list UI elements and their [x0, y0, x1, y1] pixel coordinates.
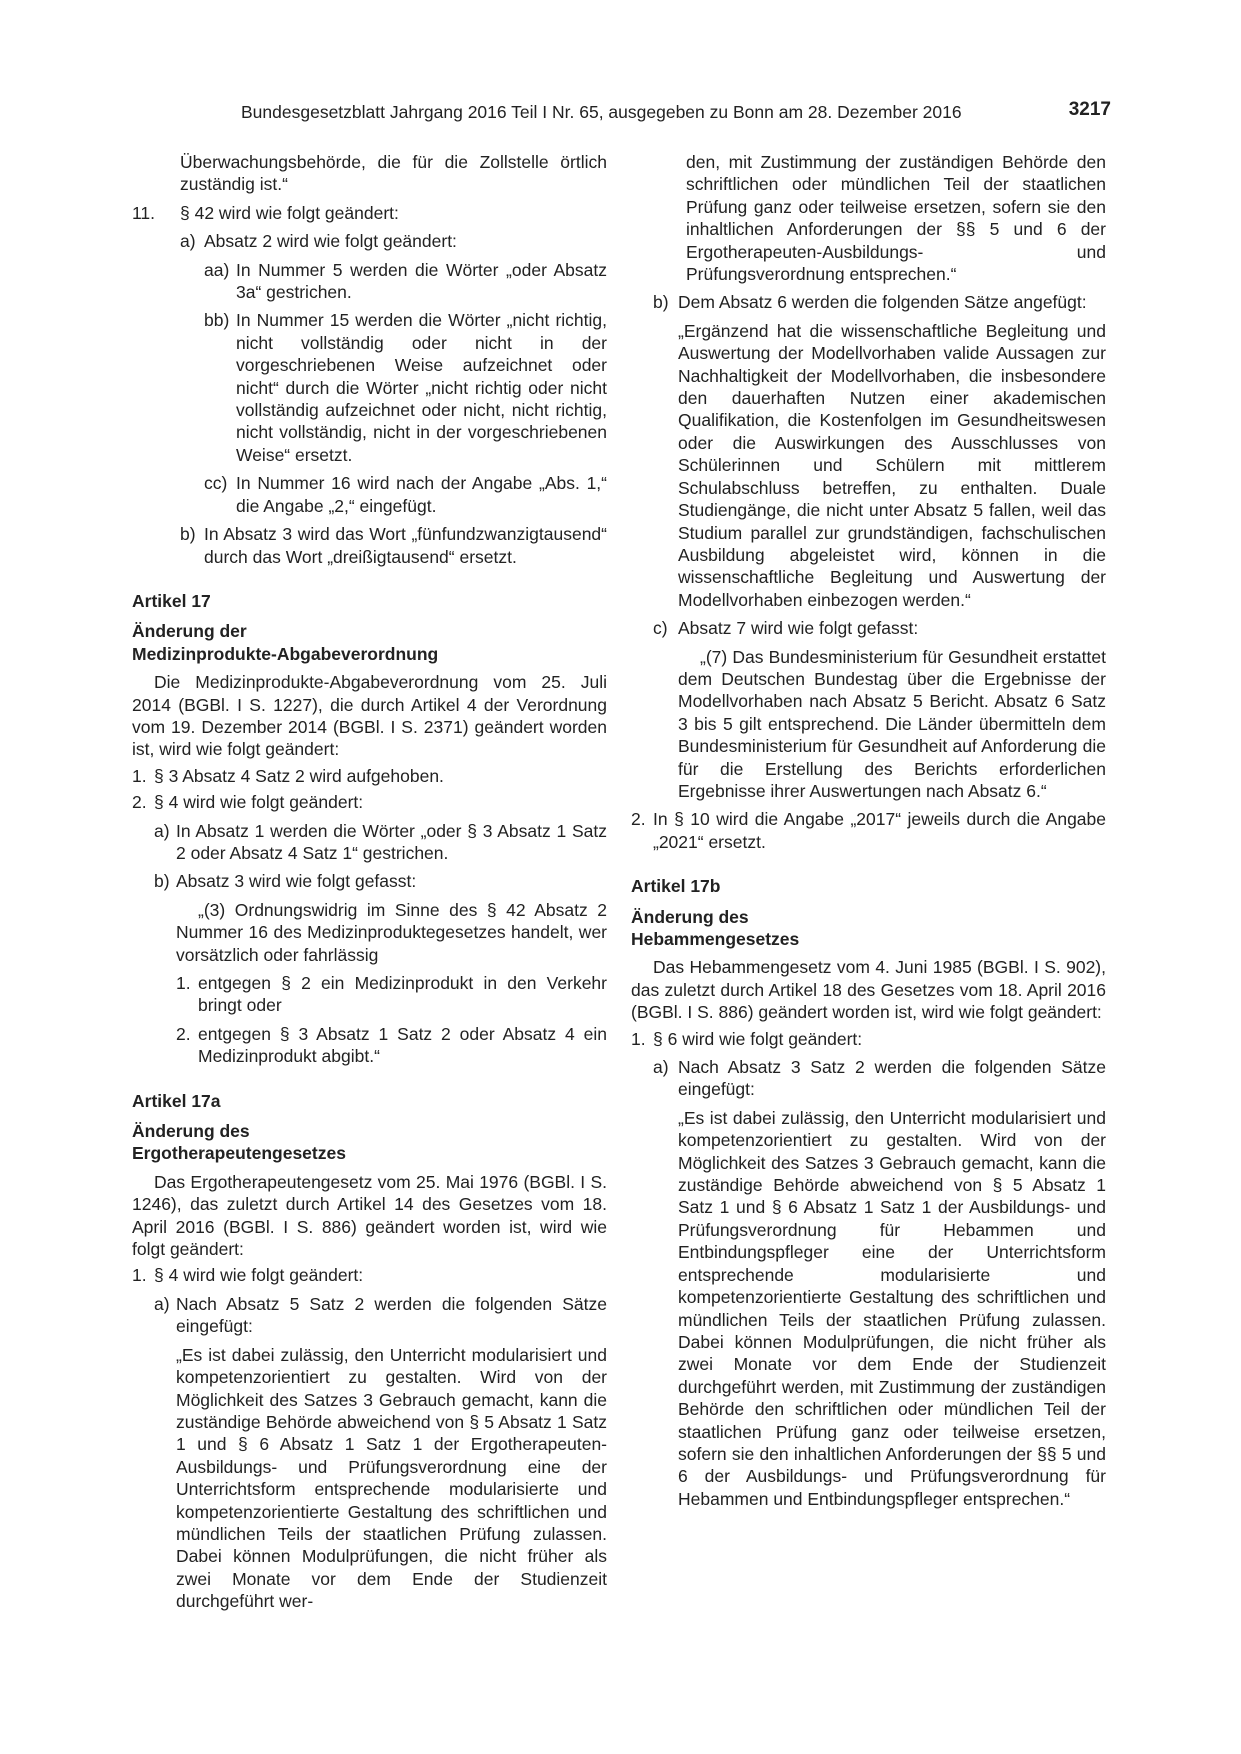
item-text: In Absatz 3 wird das Wort „fünfundzwanzigtausend“ durch das Wort „dreißigtausend“ ersetzt.: [204, 524, 607, 567]
item-b: [653, 291, 1106, 313]
item-text: In § 10 wird die Angabe „2017“ jeweils durch die Angabe „2021“ ersetzt.: [653, 809, 1106, 852]
right-column: [631, 151, 1106, 1510]
item-label: 11.: [132, 202, 156, 223]
item-label: a): [154, 1293, 170, 1314]
art17-item-2b: [154, 870, 607, 892]
article-17-title: Artikel 17: [132, 590, 211, 611]
article-17-intro: Die Medizinprodukte-Abgabeverordnung vom 25. Juli 2014 (BGBl. I S. 1227), die durch Artikel 4 der Verordnung vom 19. Dezember 2014 (BGBl. I S. 2371) geändert worden ist, wird wie folgt geändert:: [132, 672, 607, 760]
item-label: a): [154, 820, 170, 841]
list-item-11: [132, 202, 607, 224]
art17b-quote: „Es ist dabei zulässig, den Unterricht modularisiert und kompetenzorientiert zu gestalten. Wird von der Möglichkeit des Satzes 3 Gebrauch gemacht, kann die zuständige Behörde abweichend von § 5 Absatz 1 Satz 1 und § 6 Absatz 1 Satz 1 der Ausbildungs- und Prüfungsverordnung für Hebammen und Entbindungspfleger eine der Unterrichtsform entsprechende modularisierte und kompetenzorientierte Gestaltung des schriftlichen und mündlichen Teils der staatlichen Prüfung zulassen. Dabei können Modulprüfungen, die nicht früher als zwei Monate vor dem Ende der Studienzeit durchgeführt werden, mit Zustimmung der zuständigen Behörde den schriftlichen oder mündlichen Teil der staatlichen Prüfung ganz oder teilweise ersetzen, sofern sie den inhaltlichen Anforderungen der §§ 5 und 6 der Ausbildungs- und Prüfungsverordnung für Hebammen und Entbindungspfleger entsprechen.“: [678, 1107, 1106, 1509]
item-text: Absatz 7 wird wie folgt gefasst:: [678, 618, 919, 639]
art17a-item-1a: [154, 1293, 607, 1338]
art17-quote: „(3) Ordnungswidrig im Sinne des § 42 Absatz 2 Nummer 16 des Medizinproduktegesetzes handelt, wer vorsätzlich oder fahrlässig: [176, 899, 607, 965]
item-label: b): [154, 871, 170, 892]
item-label: 2.: [132, 792, 147, 813]
article-17b-subtitle-2: Hebammengesetzes: [631, 929, 800, 949]
item-label: bb): [204, 310, 230, 331]
item-text: entgegen § 3 Absatz 1 Satz 2 oder Absatz 4 ein Medizinprodukt abgibt.“: [198, 1023, 607, 1067]
item-text: Absatz 3 wird wie folgt gefasst:: [176, 871, 417, 892]
item-text: In Nummer 5 werden die Wörter „oder Absatz 3a“ gestrichen.: [236, 259, 607, 303]
item-text: In Nummer 16 wird nach der Angabe „Abs. 1,“ die Angabe „2,“ eingefügt.: [236, 473, 607, 516]
art17b-item-1a: [653, 1056, 1106, 1101]
item-label: a): [180, 231, 196, 252]
item-label: c): [653, 618, 668, 639]
list-item-11a: [180, 230, 607, 252]
art17b-item-1: [631, 1028, 1106, 1050]
art17-item-2: [132, 791, 607, 813]
item-c: [653, 617, 1106, 639]
article-17a-title: Artikel 17a: [132, 1090, 221, 1111]
item-2: [631, 808, 1106, 853]
continued-text: den, mit Zustimmung der zuständigen Behörde den schriftlichen oder mündlichen Teil der staatlichen Prüfung ganz oder teilweise ersetzen, sofern sie den inhaltlichen Anforderungen der §§ 5 und 6 der Ergotherapeuten-Ausbildungs- und Prüfungsverordnung entsprechen.“: [686, 152, 1106, 285]
item-text: Absatz 2 wird wie folgt geändert:: [204, 231, 457, 252]
item-text: § 3 Absatz 4 Satz 2 wird aufgehoben.: [154, 765, 444, 786]
item-text: In Nummer 15 werden die Wörter „nicht richtig, nicht vollständig oder nicht in der vorgeschriebenen Weise aufzeichnet oder nicht“ durch die Wörter „nicht richtig oder nicht vollständig aufzeichnet oder nicht, nicht richtig, nicht vollständig, nicht in der vorgeschriebenen Weise“ ersetzt.: [236, 310, 607, 465]
article-17a-intro: Das Ergotherapeutengesetz vom 25. Mai 1976 (BGBl. I S. 1246), das zuletzt durch Artikel 14 des Gesetzes vom 18. April 2016 (BGBl. I S. 886) geändert worden ist, wird wie folgt geändert:: [132, 1171, 607, 1260]
item-c-quote: „(7) Das Bundesministerium für Gesundheit erstattet dem Deutschen Bundestag über die Ergebnisse der Modellvorhaben nach Absatz 5 Bericht. Absatz 6 Satz 3 bis 5 gilt entsprechend. Die Länder übermitteln dem Bundesministerium für Gesundheit auf Anforderung die für die Erstellung des Berichts erforderlichen Ergebnisse ihrer Auswertungen nach Absatz 6.“: [678, 646, 1106, 801]
article-17b-subtitle-1: Änderung des: [631, 906, 749, 927]
item-text: § 6 wird wie folgt geändert:: [653, 1028, 863, 1049]
left-column: [132, 151, 607, 1613]
item-text: Dem Absatz 6 werden die folgenden Sätze angefügt:: [678, 292, 1087, 313]
item-text: In Absatz 1 werden die Wörter „oder § 3 Absatz 1 Satz 2 oder Absatz 4 Satz 1“ gestrichen.: [176, 820, 607, 863]
list-item-11bb: [204, 309, 607, 466]
item-label: a): [653, 1057, 669, 1078]
article-17a-subtitle-1: Änderung des: [132, 1121, 250, 1142]
item-label: 2.: [176, 1023, 191, 1044]
art17a-quote: „Es ist dabei zulässig, den Unterricht modularisiert und kompetenzorientiert zu gestalten. Wird von der Möglichkeit des Satzes 3 Gebrauch gemacht, kann die zuständige Behörde abweichend von § 5 Absatz 1 Satz 1 und § 6 Absatz 1 Satz 1 der Ergotherapeuten-Ausbildungs- und Prüfungsverordnung eine der Unterrichtsform entsprechende modularisierte und kompetenzorientierte Gestaltung des schriftlichen und mündlichen Teils der staatlichen Prüfung zulassen. Dabei können Modulprüfungen, die nicht früher als zwei Monate vor dem Ende der Studienzeit durchgeführt wer-: [176, 1344, 607, 1612]
art17-quote-item-1: [176, 972, 607, 1017]
art17-quote-item-2: [176, 1023, 607, 1068]
item-label: 2.: [631, 809, 646, 830]
item-label: aa): [204, 259, 230, 280]
article-17b-title: Artikel 17b: [631, 876, 721, 897]
article-17a-subtitle-2: Ergotherapeutengesetzes: [132, 1143, 346, 1164]
art17-item-1: [132, 765, 607, 787]
article-17b-intro: Das Hebammengesetz vom 4. Juni 1985 (BGBl. I S. 902), das zuletzt durch Artikel 18 des Gesetzes vom 18. April 2016 (BGBl. I S. 886) geändert worden ist, wird wie folgt geändert:: [631, 957, 1106, 1023]
item-text: entgegen § 2 ein Medizinprodukt in den Verkehr bringt oder: [198, 973, 607, 1016]
art17a-item-1: [132, 1264, 607, 1286]
item-text: § 4 wird wie folgt geändert:: [154, 1265, 364, 1286]
item-label: b): [180, 524, 196, 545]
item-label: 1.: [132, 1265, 147, 1286]
item-label: 1.: [176, 973, 191, 993]
item-label: 1.: [631, 1028, 646, 1049]
gazette-header-title: Bundesgesetzblatt Jahrgang 2016 Teil I Nr. 65, ausgegeben zu Bonn am 28. Dezember 2016: [241, 102, 962, 122]
article-17-subtitle-1: Änderung der: [132, 621, 247, 642]
list-item-11aa: [204, 259, 607, 304]
item-text: § 4 wird wie folgt geändert:: [154, 792, 364, 813]
page-number: 3217: [1068, 99, 1111, 120]
item-b-quote: „Ergänzend hat die wissenschaftliche Begleitung und Auswertung der Modellvorhaben valide Aussagen zur Nachhaltigkeit der Modellvorhaben, die insbesondere den dauerhaften Nutzen einer akademischen Qualifikation, die Kostenfolgen im Gesundheitswesen oder die Auswirkungen des Ausschlusses von Schülerinnen und Schülern mit mittlerem Schulabschluss betreffen, zu enthalten. Duale Studiengänge, die nicht unter Absatz 5 fallen, weil das Studium parallel zur grundständigen, fachschulischen Ausbildung abgeleistet wird, können in die wissenschaftliche Begleitung und Auswertung der Modellvorhaben einbezogen werden.“: [678, 320, 1106, 610]
item-label: 1.: [132, 765, 147, 786]
item-label: cc): [204, 473, 228, 494]
list-item-11cc: [204, 472, 607, 517]
item-text: § 42 wird wie folgt geändert:: [180, 202, 399, 223]
article-17-subtitle-2: Medizinprodukte-Abgabeverordnung: [132, 643, 439, 664]
continued-text: Überwachungsbehörde, die für die Zollstelle örtlich zuständig ist.“: [180, 152, 607, 195]
item-label: b): [653, 292, 669, 313]
art17-item-2a: [154, 820, 607, 865]
item-text: Nach Absatz 5 Satz 2 werden die folgenden Sätze eingefügt:: [176, 1293, 607, 1337]
list-item-11b: [180, 523, 607, 568]
item-text: Nach Absatz 3 Satz 2 werden die folgenden Sätze eingefügt:: [678, 1057, 1106, 1100]
